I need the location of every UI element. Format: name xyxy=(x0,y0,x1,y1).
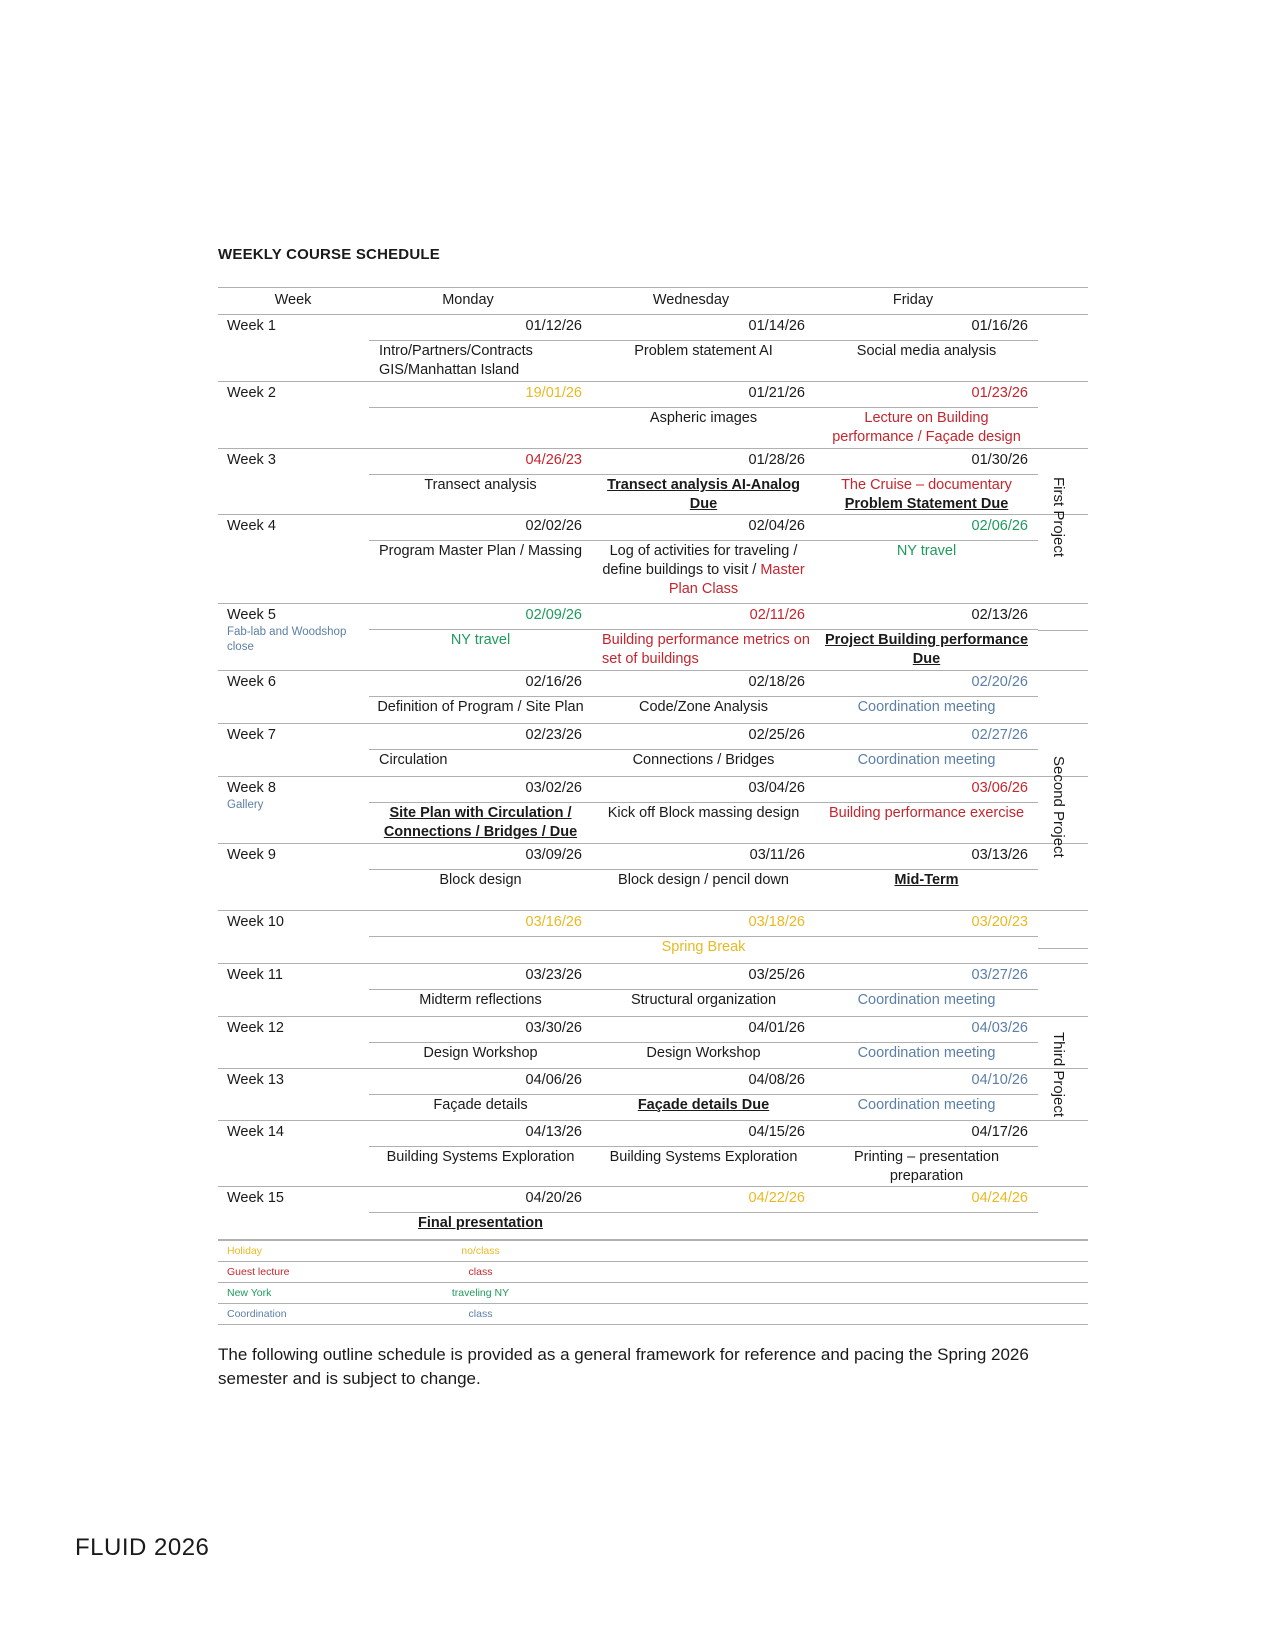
date-cell: 04/20/26 xyxy=(525,1190,582,1206)
activity-cell xyxy=(369,871,592,890)
week-label: Week 14 xyxy=(227,1124,284,1140)
activity-cell xyxy=(815,751,1038,770)
date-row xyxy=(369,844,1038,870)
footer-brand: FLUID 2026 xyxy=(75,1534,210,1561)
activity-cell xyxy=(815,698,1038,717)
activity-cell xyxy=(815,476,1038,514)
activity-cell xyxy=(369,991,592,1010)
date-cell: 03/25/26 xyxy=(748,967,805,983)
date-cell: 03/16/26 xyxy=(525,914,582,930)
date-cell: 02/04/26 xyxy=(748,518,805,534)
date-cell: 04/08/26 xyxy=(748,1072,805,1088)
date-cell: 03/02/26 xyxy=(525,780,582,796)
date-cell: 02/18/26 xyxy=(748,674,805,690)
date-cell: 04/01/26 xyxy=(748,1020,805,1036)
date-row xyxy=(369,1121,1038,1147)
activity-cell xyxy=(369,476,592,495)
week-row xyxy=(218,1017,1088,1069)
week-label: Week 1 xyxy=(227,318,276,334)
date-cell: 01/16/26 xyxy=(971,318,1028,334)
activity-text: Coordination meeting xyxy=(857,752,996,768)
date-cell: 01/12/26 xyxy=(525,318,582,334)
legend-desc: class xyxy=(468,1308,493,1320)
activity-extra: Problem Statement Due xyxy=(844,496,1009,512)
activity-cell xyxy=(815,1148,1038,1186)
week-row xyxy=(218,911,1088,964)
week-note: Gallery xyxy=(227,799,264,811)
activity-cell xyxy=(815,871,1038,890)
activity-cell xyxy=(592,542,815,599)
date-cell: 04/24/26 xyxy=(971,1190,1028,1206)
activity-cell xyxy=(369,1214,592,1233)
date-cell: 04/10/26 xyxy=(971,1072,1028,1088)
date-row xyxy=(369,724,1038,750)
date-row xyxy=(369,604,1038,630)
legend xyxy=(218,1240,1088,1325)
activity-cell xyxy=(592,991,815,1010)
date-cell: 04/03/26 xyxy=(971,1020,1028,1036)
activity-text: Social media analysis xyxy=(856,343,997,359)
project-label: First Project xyxy=(1050,476,1067,557)
activity-cell xyxy=(592,631,815,669)
week-label: Week 12 xyxy=(227,1020,284,1036)
week-label: Week 9 xyxy=(227,847,276,863)
table-header xyxy=(218,287,1088,315)
date-cell: 02/25/26 xyxy=(748,727,805,743)
activity-text: Structural organization xyxy=(630,992,777,1008)
activity-text: Definition of Program / Site Plan xyxy=(377,699,584,715)
activity-text: Printing – presentation preparation xyxy=(853,1149,1000,1184)
activity-cell xyxy=(815,991,1038,1010)
legend-name: Guest lecture xyxy=(227,1266,290,1278)
project-divider xyxy=(1038,948,1088,949)
week-row xyxy=(218,964,1088,1017)
date-cell: 02/02/26 xyxy=(525,518,582,534)
activity-text: Transect analysis AI-Analog Due xyxy=(607,477,800,512)
date-cell: 02/16/26 xyxy=(525,674,582,690)
date-cell: 04/22/26 xyxy=(748,1190,805,1206)
date-cell: 03/18/26 xyxy=(748,914,805,930)
legend-desc: class xyxy=(468,1266,493,1278)
date-cell: 04/13/26 xyxy=(525,1124,582,1140)
date-cell: 01/30/26 xyxy=(971,452,1028,468)
activity-cell xyxy=(592,751,815,770)
activity-cell xyxy=(369,631,592,650)
activity-cell xyxy=(369,1148,592,1167)
date-row xyxy=(369,449,1038,475)
activity-cell xyxy=(815,542,1038,561)
activity-cell xyxy=(369,751,592,770)
week-label: Week 6 xyxy=(227,674,276,690)
date-row xyxy=(369,1069,1038,1095)
activity-text: Program Master Plan / Massing xyxy=(378,543,583,559)
activity-cell xyxy=(815,342,1038,361)
date-cell: 02/06/26 xyxy=(971,518,1028,534)
week-row xyxy=(218,844,1088,911)
date-row xyxy=(369,671,1038,697)
activity-text: Spring Break xyxy=(661,939,746,955)
date-row xyxy=(369,1187,1038,1213)
legend-name: Coordination xyxy=(227,1308,287,1320)
activity-text: Transect analysis xyxy=(424,477,537,493)
week-row xyxy=(218,604,1088,671)
week-label: Week 11 xyxy=(227,967,283,983)
date-cell: 03/09/26 xyxy=(525,847,582,863)
activity-cell xyxy=(592,1096,815,1115)
project-label: Third Project xyxy=(1050,1031,1067,1118)
date-cell: 03/13/26 xyxy=(971,847,1028,863)
date-cell: 04/17/26 xyxy=(971,1124,1028,1140)
activity-text: Building performance metrics on set of buildings xyxy=(602,632,810,667)
activity-text: Problem statement AI xyxy=(634,343,773,359)
date-row xyxy=(369,515,1038,541)
week-row xyxy=(218,777,1088,844)
date-cell: 01/28/26 xyxy=(748,452,805,468)
project-label: Second Project xyxy=(1050,756,1067,858)
activity-text: NY travel xyxy=(450,632,511,648)
activity-text: Block design / pencil down xyxy=(618,872,789,888)
date-cell: 04/15/26 xyxy=(748,1124,805,1140)
date-cell: 19/01/26 xyxy=(525,385,582,401)
activity-text: Kick off Block massing design xyxy=(607,805,800,821)
activity-cell xyxy=(815,804,1038,823)
week-label: Week 10 xyxy=(227,914,284,930)
activity-cell xyxy=(815,631,1038,669)
activity-text: Façade details Due xyxy=(637,1097,770,1113)
date-cell: 03/27/26 xyxy=(971,967,1028,983)
date-cell: 02/13/26 xyxy=(971,607,1028,623)
activity-cell xyxy=(369,1044,592,1063)
activity-cell xyxy=(815,1044,1038,1063)
date-row xyxy=(369,1017,1038,1043)
date-cell: 02/20/26 xyxy=(971,674,1028,690)
activity-tail: Master Plan Class xyxy=(668,562,805,597)
date-cell: 03/04/26 xyxy=(748,780,805,796)
activity-cell xyxy=(592,342,815,361)
date-cell: 03/30/26 xyxy=(525,1020,582,1036)
activity-text: Coordination meeting xyxy=(857,699,996,715)
week-row xyxy=(218,515,1088,604)
activity-text: Block design xyxy=(439,872,522,888)
activity-text: Code/Zone Analysis xyxy=(639,699,768,715)
legend-desc: traveling NY xyxy=(451,1287,510,1299)
activity-text: Design Workshop xyxy=(646,1045,761,1061)
header-week: Week xyxy=(274,292,312,308)
activity-text: Circulation xyxy=(379,752,448,768)
legend-name: New York xyxy=(227,1287,272,1299)
date-cell: 03/20/23 xyxy=(971,914,1028,930)
week-rows xyxy=(218,315,1088,1240)
week-label: Week 13 xyxy=(227,1072,284,1088)
activity-cell xyxy=(592,476,815,514)
date-cell: 02/09/26 xyxy=(525,607,582,623)
week-note: Fab-lab and Woodshop close xyxy=(227,626,347,653)
date-cell: 03/11/26 xyxy=(749,847,805,863)
week-label: Week 5 xyxy=(227,607,276,623)
activity-cell xyxy=(369,542,592,561)
date-cell: 04/26/23 xyxy=(525,452,582,468)
activity-text: Building performance exercise xyxy=(828,805,1025,821)
schedule-table xyxy=(218,287,1088,1240)
activity-text: Midterm reflections xyxy=(419,992,542,1008)
activity-cell xyxy=(815,1096,1038,1115)
week-row xyxy=(218,1187,1088,1240)
week-row xyxy=(218,382,1088,449)
date-row xyxy=(369,777,1038,803)
date-cell: 03/23/26 xyxy=(525,967,582,983)
activity-cell xyxy=(369,804,592,842)
activity-cell xyxy=(592,1148,815,1167)
activity-cell xyxy=(592,938,815,957)
activity-text: Intro/Partners/Contracts GIS/Manhattan Island xyxy=(379,343,533,378)
activity-text: Building Systems Exploration xyxy=(609,1149,798,1165)
legend-desc: no/class xyxy=(461,1245,500,1257)
activity-text: NY travel xyxy=(896,543,957,559)
activity-text: Mid-Term xyxy=(894,872,959,888)
activity-cell xyxy=(592,1044,815,1063)
activity-text: Building Systems Exploration xyxy=(386,1149,575,1165)
activity-text: Aspheric images xyxy=(649,410,758,426)
activity-text: Coordination meeting xyxy=(857,992,996,1008)
week-row xyxy=(218,315,1088,382)
activity-text: The Cruise – documentary xyxy=(841,477,1012,493)
week-label: Week 2 xyxy=(227,385,276,401)
project-divider xyxy=(1038,630,1088,631)
date-cell: 01/21/26 xyxy=(748,385,805,401)
activity-text: Log of activities for traveling / define buildings to visit / xyxy=(602,543,798,578)
legend-row xyxy=(218,1262,1088,1283)
header-friday: Friday xyxy=(892,292,934,308)
activity-cell xyxy=(592,409,815,428)
activity-text: Site Plan with Circulation / Connections / Bridges / Due xyxy=(383,805,578,840)
week-row xyxy=(218,449,1088,515)
activity-cell xyxy=(815,409,1038,447)
week-label: Week 15 xyxy=(227,1190,284,1206)
footnote: The following outline schedule is provided as a general framework for reference and pacing the Spring 2026 semester and is subject to change. xyxy=(218,1345,1029,1388)
week-row xyxy=(218,724,1088,777)
activity-text: Coordination meeting xyxy=(857,1045,996,1061)
date-cell: 04/06/26 xyxy=(525,1072,582,1088)
legend-row xyxy=(218,1283,1088,1304)
week-row xyxy=(218,671,1088,724)
legend-row xyxy=(218,1240,1088,1262)
date-cell: 02/11/26 xyxy=(749,607,805,623)
week-label: Week 3 xyxy=(227,452,276,468)
page-title: WEEKLY COURSE SCHEDULE xyxy=(218,246,440,263)
week-label: Week 4 xyxy=(227,518,276,534)
activity-text: Design Workshop xyxy=(423,1045,538,1061)
activity-cell xyxy=(369,698,592,717)
date-row xyxy=(369,964,1038,990)
activity-text: Lecture on Building performance / Façade design xyxy=(832,410,1021,445)
date-cell: 02/23/26 xyxy=(525,727,582,743)
week-label: Week 7 xyxy=(227,727,276,743)
date-cell: 01/14/26 xyxy=(748,318,805,334)
activity-text: Connections / Bridges xyxy=(632,752,775,768)
activity-text: Façade details xyxy=(433,1097,528,1113)
header-monday: Monday xyxy=(442,292,494,308)
activity-text: Final presentation xyxy=(418,1215,543,1231)
legend-name: Holiday xyxy=(227,1245,263,1257)
week-row xyxy=(218,1121,1088,1187)
week-row xyxy=(218,1069,1088,1121)
week-label: Week 8 xyxy=(227,780,276,796)
date-cell: 03/06/26 xyxy=(971,780,1028,796)
legend-row xyxy=(218,1304,1088,1325)
activity-text: Project Building performance Due xyxy=(824,632,1029,667)
header-wednesday: Wednesday xyxy=(652,292,730,308)
activity-text: Coordination meeting xyxy=(857,1097,996,1113)
activity-cell xyxy=(592,698,815,717)
date-row xyxy=(369,911,1038,937)
date-cell: 01/23/26 xyxy=(971,385,1028,401)
activity-cell xyxy=(369,342,592,380)
activity-cell xyxy=(592,871,815,890)
activity-cell xyxy=(592,804,815,823)
activity-cell xyxy=(369,1096,592,1115)
date-row xyxy=(369,315,1038,341)
date-cell: 02/27/26 xyxy=(971,727,1028,743)
date-row xyxy=(369,382,1038,408)
